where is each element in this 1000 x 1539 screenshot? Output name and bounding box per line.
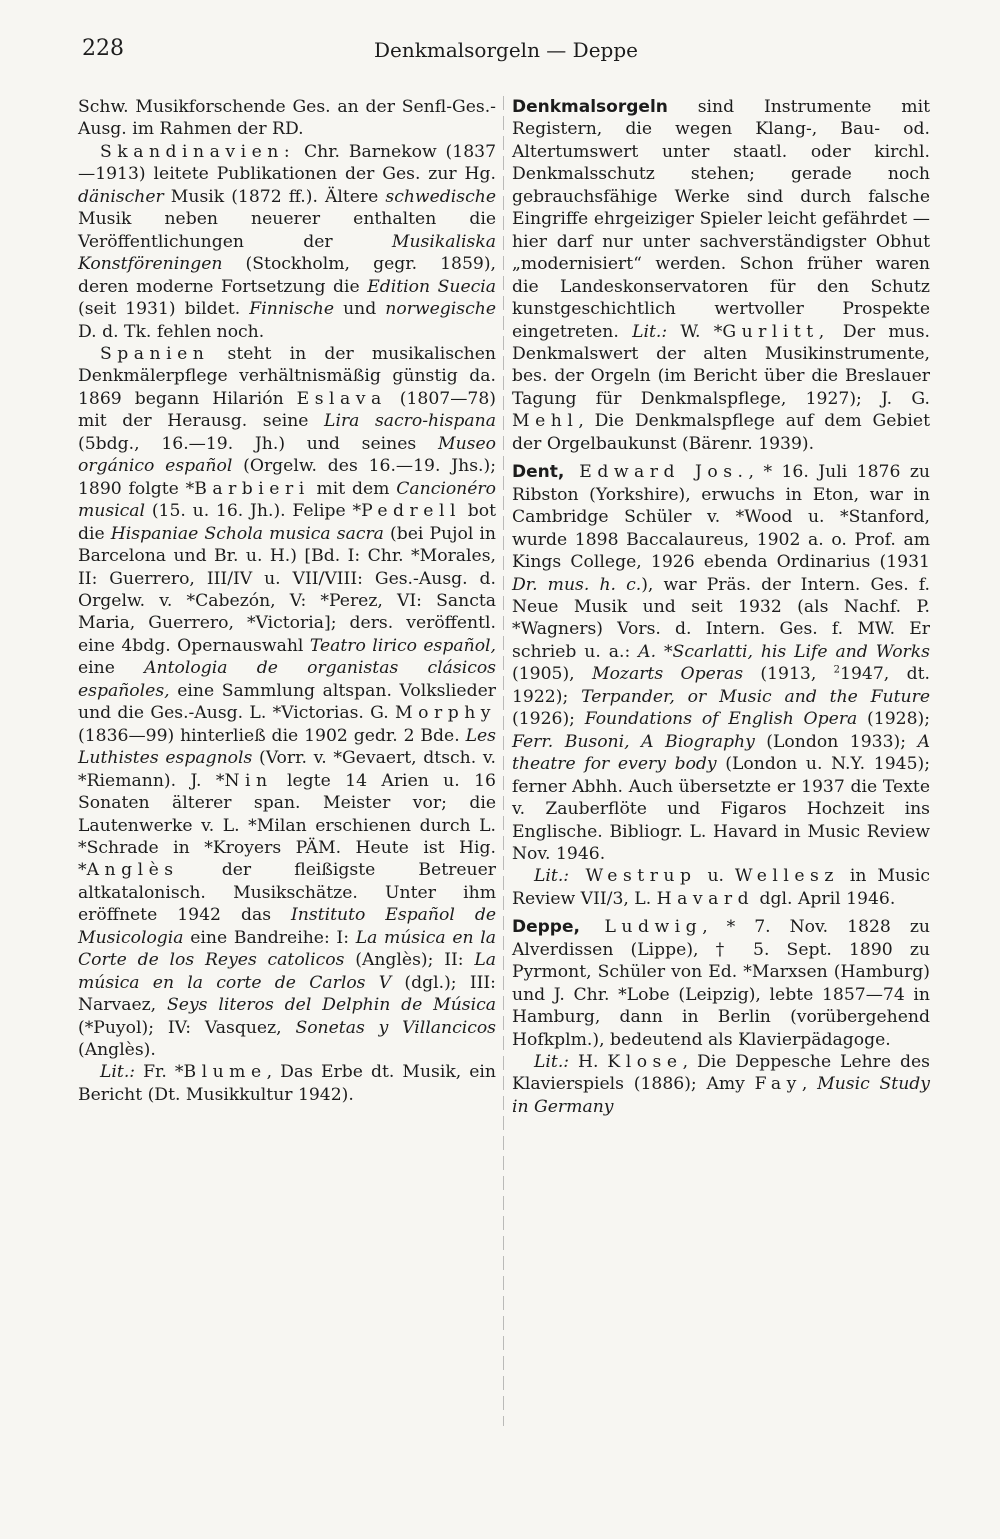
entry-dent-lit: Lit.: Westrup u. Wellesz in Music Review VII/3, L. Havard dgl. April 1946. <box>512 866 930 909</box>
headword-deppe: Deppe, <box>512 917 580 938</box>
left-column <box>78 96 496 1106</box>
headword-dent: Dent, <box>512 462 565 483</box>
entry-deppe: Deppe, Ludwig, * 7. Nov. 1828 zu Alverdissen (Lippe), † 5. Sept. 1890 zu Pyrmont, Schüler von Ed. *Marxsen (Hamburg) und J. Chr. *Lobe (Leipzig), lebte 1857—74 in Hamburg, dann in Berlin (vorübergehend Hofkplm.), bedeutend als Klavierpädagoge. <box>512 917 930 1050</box>
headword-denkmalsorgeln: Denkmalsorgeln <box>512 97 668 117</box>
page-header <box>76 36 936 68</box>
paragraph-senfl: Schw. Musikforschende Ges. an der Senfl-Ges.-Ausg. im Rahmen der RD. <box>78 97 496 140</box>
running-head: Denkmalsorgeln — Deppe <box>374 38 638 62</box>
entry-denkmalsorgeln: Denkmalsorgeln sind Instrumente mit Registern, die wegen Klang-, Bau- od. Altertumswert unter staatl. oder kirchl. Denkmalsschutz stehen; gerade noch gebrauchsfähige Werke sind durch falsche Eingriffe ehrgeiziger Spieler leicht gefährdet — hier darf nur unter sachverständigster Obhut „modernisiert“ werden. Schon früher waren die Landeskonservatoren für den Schutz kunstgeschichtlich wertvoller Prospekte eingetreten. Lit.: W. *Gurlitt, Der mus. Denkmalswert der alten Musikinstrumente, bes. der Orgeln (im Bericht über die Breslauer Tagung für Denkmalspflege, 1927); J. G. Mehl, Die Denkmalspflege auf dem Gebiet der Orgelbaukunst (Bärenr. 1939). <box>512 97 930 454</box>
column-divider <box>503 96 504 1426</box>
paragraph-lit-blume: Lit.: Fr. *Blume, Das Erbe dt. Musik, ein Bericht (Dt. Musikkultur 1942). <box>78 1062 496 1105</box>
paragraph-skandinavien: Skandinavien: Chr. Barnekow (1837—1913) leitete Publikationen der Ges. zur Hg. dänischer Musik (1872 ff.). Ältere schwedische Musik neben neuerer enthalten die Veröffentlichungen der Musikaliska Konstföreningen (Stockholm, gegr. 1859), deren moderne Fortsetzung die Edition Suecia (seit 1931) bildet. Finnische und norwegische D. d. Tk. fehlen noch. <box>78 141 497 342</box>
entry-dent: Dent, Edward Jos., * 16. Juli 1876 zu Ribston (Yorkshire), erwuchs in Eton, war in Cambridge Schüler v. *Wood u. *Stanford, wurde 1898 Baccalaureus, 1902 a. o. Prof. am Kings College, 1926 ebenda Ordinarius (1931 Dr. mus. h. c.), war Präs. der Intern. Ges. f. Neue Musik und seit 1932 (als Nachf. P. *Wagners) Vors. d. Intern. Ges. f. MW. Er schrieb u. a.: A. *Scarlatti, his Life and Works (1905), Mozarts Operas (1913, $^2$1947, dt. 1922); Terpander, or Music and the Future (1926); Foundations of English Opera (1928); Ferr. Busoni, A Biography (London 1933); A theatre for every body (London u. N.Y. 1945); ferner Abhh. Auch übersetzte er 1937 die Texte v. Zauberflöte und Figaros Hochzeit ins Englische. Bibliogr. L. Havard in Music Review Nov. 1946. <box>512 462 931 864</box>
right-column <box>512 96 930 1118</box>
paragraph-spanien: Spanien steht in der musikalischen Denkmälerpflege verhältnismäßig günstig da. 1869 begann Hilarión Eslava (1807—78) mit der Herausg. seine Lira sacro-hispana (5bdg., 16.—19. Jh.) und seines Museo orgánico español (Orgelw. des 16.—19. Jhs.); 1890 folgte *Barbieri mit dem Cancionéro musical (15. u. 16. Jh.). Felipe *Pedrell bot die Hispaniae Schola musica sacra (bei Pujol in Barcelona und Br. u. H.) [Bd. I: Chr. *Morales, II: Guerrero, III/IV u. VII/VIII: Ges.-Ausg. d. Orgelw. v. *Cabezón, V: *Perez, VI: Sancta Maria, Guerrero, *Victoria]; ders. veröffentl. eine 4bdg. Opernauswahl Teatro lirico español, eine Antologia de organistas clásicos españoles, eine Sammlung altspan. Volkslieder und die Ges.-Ausg. L. *Victorias. G. Morphy (1836—99) hinterließ die 1902 gedr. 2 Bde. Les Luthistes espagnols (Vorr. v. *Gevaert, dtsch. v. *Riemann). J. *Nin legte 14 Arien u. 16 Sonaten älterer span. Meister vor; die Lautenwerke v. L. *Milan erschienen durch L. *Schrade in *Kroyers PÄM. Heute ist Hig. *Anglès der fleißigste Betreuer altkatalonisch. Musikschätze. Unter ihm eröffnete 1942 das Instituto Español de Musicologia eine Bandreihe: I: La música en la Corte de los Reyes catolicos (Anglès); II: La música en la corte de Carlos V (dgl.); III: Narvaez, Seys literos del Delphin de Música (*Puyol); IV: Vasquez, Sonetas y Villancicos (Anglès). <box>78 343 497 1061</box>
page-number: 228 <box>82 36 124 61</box>
entry-deppe-lit: Lit.: H. Klose, Die Deppesche Lehre des Klavierspiels (1886); Amy Fay, Music Study in Germany <box>512 1052 930 1117</box>
